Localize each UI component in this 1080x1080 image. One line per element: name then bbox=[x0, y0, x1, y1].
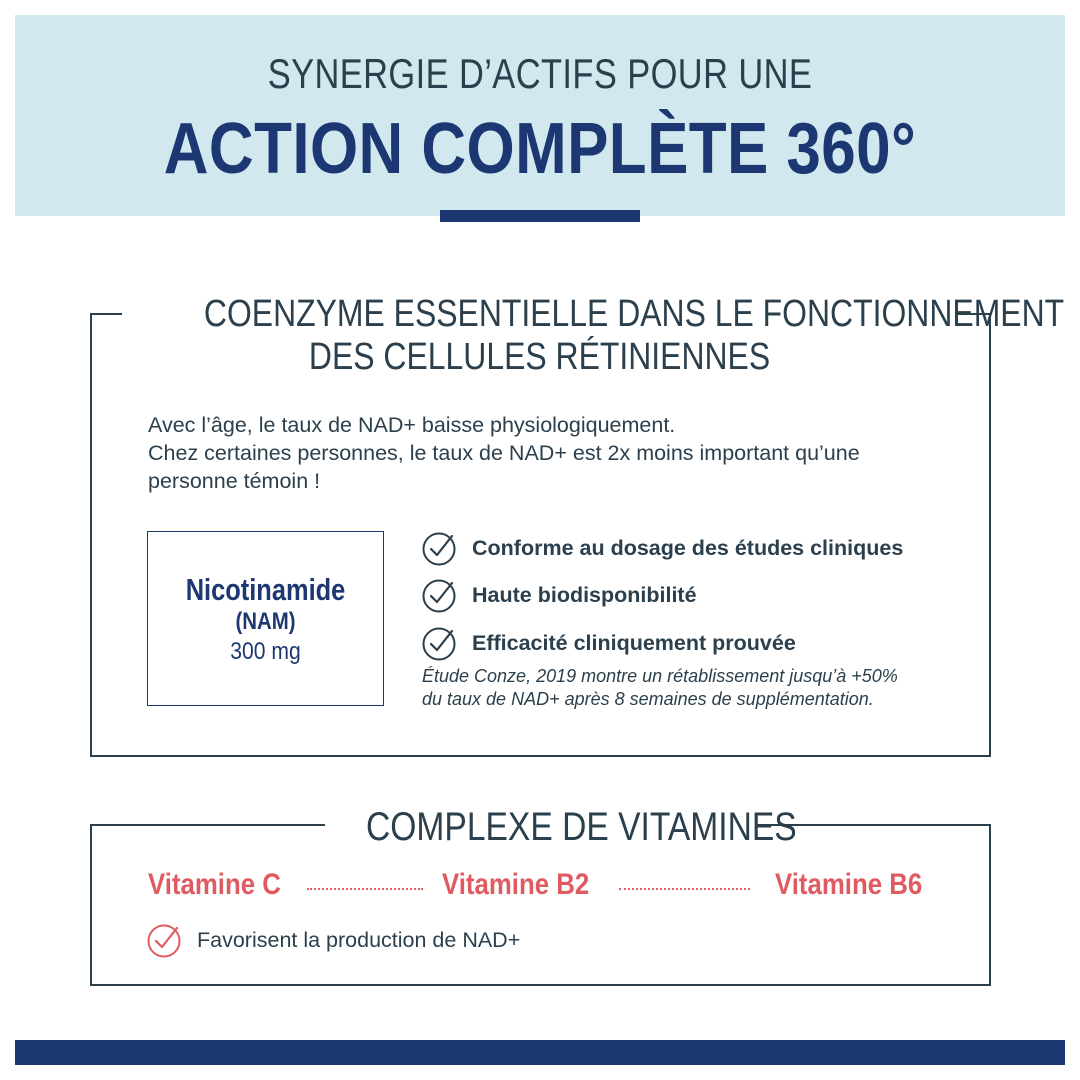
footer-band bbox=[15, 1040, 1065, 1065]
study-note-line: Étude Conze, 2019 montre un rétablissement jusqu’à +50% bbox=[422, 666, 898, 686]
product-name: Nicotinamide bbox=[185, 572, 346, 607]
check-circle-icon bbox=[422, 577, 458, 613]
benefit-label: Conforme au dosage des études cliniques bbox=[472, 535, 904, 560]
intro-line: Avec l’âge, le taux de NAD+ baisse physiologiquement. bbox=[148, 413, 676, 437]
vitamins-section-title bbox=[325, 804, 797, 850]
vitamin-c-label: Vitamine C bbox=[148, 868, 281, 901]
header-subtitle: SYNERGIE D’ACTIFS POUR UNE bbox=[267, 50, 813, 97]
check-circle-icon bbox=[147, 922, 183, 958]
study-note bbox=[422, 665, 962, 711]
product-card bbox=[147, 531, 384, 706]
vitamins-benefit bbox=[147, 922, 520, 958]
vitamin-b2-label: Vitamine B2 bbox=[442, 868, 590, 901]
benefit-label: Haute biodisponibilité bbox=[472, 582, 697, 607]
product-abbreviation: (NAM) bbox=[235, 608, 296, 635]
coenzyme-title-line1: COENZYME ESSENTIELLE DANS LE FONCTIONNEMENT bbox=[203, 293, 1065, 335]
header-title: ACTION COMPLÈTE 360° bbox=[163, 109, 917, 189]
vitamin-b6-label: Vitamine B6 bbox=[775, 868, 923, 901]
coenzyme-title-line2: DES CELLULES RÉTINIENNES bbox=[309, 336, 771, 378]
check-circle-icon bbox=[422, 625, 458, 661]
benefit-label: Efficacité cliniquement prouvée bbox=[472, 630, 796, 655]
dotted-separator bbox=[307, 888, 423, 890]
intro-line: personne témoin ! bbox=[148, 469, 321, 493]
product-dose: 300 mg bbox=[230, 638, 301, 665]
study-note-line: du taux de NAD+ après 8 semaines de supplémentation. bbox=[422, 689, 874, 709]
benefit-item bbox=[422, 625, 796, 661]
header-underline bbox=[440, 210, 640, 222]
dotted-separator bbox=[619, 888, 750, 890]
intro-line: Chez certaines personnes, le taux de NAD+ est 2x moins important qu’une bbox=[148, 441, 860, 465]
coenzyme-intro-text bbox=[148, 411, 948, 495]
vitamins-benefit-label: Favorisent la production de NAD+ bbox=[197, 927, 521, 952]
coenzyme-section-title bbox=[122, 293, 1065, 379]
vitamins-title-text: COMPLEXE DE VITAMINES bbox=[366, 805, 797, 849]
benefit-item bbox=[422, 577, 697, 613]
benefit-item bbox=[422, 530, 903, 566]
check-circle-icon bbox=[422, 530, 458, 566]
